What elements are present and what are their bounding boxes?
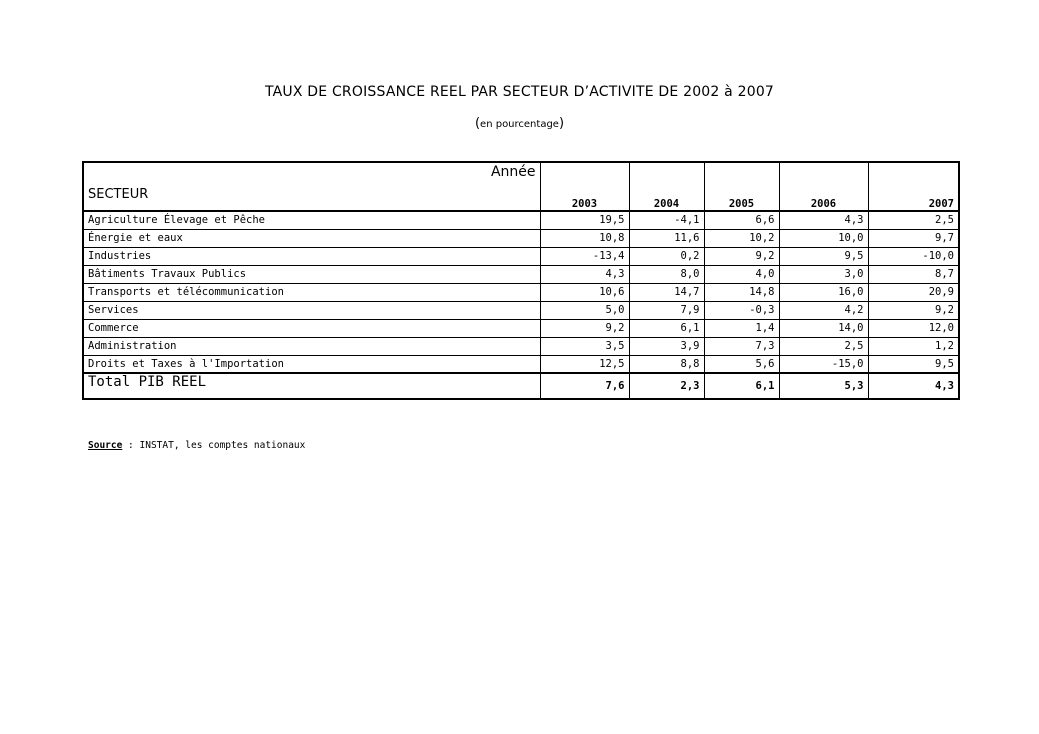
- value-cell: 12,5: [540, 355, 629, 373]
- sector-cell: Énergie et eaux: [83, 229, 540, 247]
- value-cell: 8,8: [629, 355, 704, 373]
- value-cell: 14,0: [779, 319, 868, 337]
- value-cell: 9,7: [868, 229, 959, 247]
- header-corner-cell: [83, 162, 540, 211]
- value-cell: 3,5: [540, 337, 629, 355]
- table-row: [83, 301, 959, 319]
- sector-cell: Agriculture Élevage et Pêche: [83, 211, 540, 229]
- value-cell: 16,0: [779, 283, 868, 301]
- value-cell: 9,2: [540, 319, 629, 337]
- value-cell: 2,5: [779, 337, 868, 355]
- value-cell: 9,5: [779, 247, 868, 265]
- value-cell: -15,0: [779, 355, 868, 373]
- table-row: [83, 337, 959, 355]
- page-subtitle: (en pourcentage): [474, 116, 565, 131]
- sector-cell: Droits et Taxes à l'Importation: [83, 355, 540, 373]
- value-cell: 7,9: [629, 301, 704, 319]
- value-cell: 19,5: [540, 211, 629, 229]
- growth-table: [82, 161, 960, 400]
- sector-cell: Industries: [83, 247, 540, 265]
- value-cell: 14,8: [704, 283, 779, 301]
- table-row: [83, 283, 959, 301]
- sector-cell: Bâtiments Travaux Publics: [83, 265, 540, 283]
- value-cell: 10,6: [540, 283, 629, 301]
- value-cell: -13,4: [540, 247, 629, 265]
- value-cell: 6,1: [629, 319, 704, 337]
- year-header: 2005: [704, 162, 779, 211]
- total-value-cell: 7,6: [540, 373, 629, 399]
- value-cell: 10,2: [704, 229, 779, 247]
- table-body: [83, 211, 959, 399]
- value-cell: 14,7: [629, 283, 704, 301]
- table-row: [83, 247, 959, 265]
- total-value-cell: 6,1: [704, 373, 779, 399]
- value-cell: 7,3: [704, 337, 779, 355]
- value-cell: 10,8: [540, 229, 629, 247]
- value-cell: 11,6: [629, 229, 704, 247]
- value-cell: 9,2: [704, 247, 779, 265]
- total-value-cell: 2,3: [629, 373, 704, 399]
- sector-cell: Services: [83, 301, 540, 319]
- value-cell: 4,3: [779, 211, 868, 229]
- table-row: [83, 211, 959, 229]
- value-cell: 0,2: [629, 247, 704, 265]
- page-title: TAUX DE CROISSANCE REEL PAR SECTEUR D’ACTIVITE DE 2002 à 2007: [264, 84, 775, 100]
- source-note: [88, 440, 305, 451]
- value-cell: 4,2: [779, 301, 868, 319]
- value-cell: 8,0: [629, 265, 704, 283]
- value-cell: 8,7: [868, 265, 959, 283]
- total-value-cell: 5,3: [779, 373, 868, 399]
- value-cell: 9,2: [868, 301, 959, 319]
- table-row: [83, 319, 959, 337]
- sector-header-label: SECTEUR: [88, 187, 149, 202]
- source-text: INSTAT, les comptes nationaux: [139, 440, 306, 451]
- table-row: [83, 265, 959, 283]
- year-header-label: Année: [490, 164, 536, 180]
- table-header-row: [83, 162, 959, 211]
- value-cell: -4,1: [629, 211, 704, 229]
- value-cell: 1,2: [868, 337, 959, 355]
- value-cell: 4,3: [540, 265, 629, 283]
- value-cell: 3,0: [779, 265, 868, 283]
- year-header: 2006: [779, 162, 868, 211]
- table-row: [83, 229, 959, 247]
- value-cell: -10,0: [868, 247, 959, 265]
- value-cell: 20,9: [868, 283, 959, 301]
- total-row: [83, 373, 959, 399]
- sector-cell: Transports et télécommunication: [83, 283, 540, 301]
- value-cell: 10,0: [779, 229, 868, 247]
- table-row: [83, 355, 959, 373]
- year-header: 2004: [629, 162, 704, 211]
- value-cell: 2,5: [868, 211, 959, 229]
- total-label-cell: Total PIB REEL: [83, 373, 540, 399]
- value-cell: 4,0: [704, 265, 779, 283]
- year-header: 2003: [540, 162, 629, 211]
- sector-cell: Commerce: [83, 319, 540, 337]
- value-cell: 5,0: [540, 301, 629, 319]
- value-cell: 9,5: [868, 355, 959, 373]
- year-header: 2007: [868, 162, 959, 211]
- sector-cell: Administration: [83, 337, 540, 355]
- total-value-cell: 4,3: [868, 373, 959, 399]
- source-separator: :: [122, 440, 140, 451]
- value-cell: -0,3: [704, 301, 779, 319]
- value-cell: 6,6: [704, 211, 779, 229]
- subtitle-text: en pourcentage: [480, 119, 559, 130]
- value-cell: 3,9: [629, 337, 704, 355]
- value-cell: 1,4: [704, 319, 779, 337]
- value-cell: 5,6: [704, 355, 779, 373]
- source-label: Source: [88, 440, 123, 451]
- value-cell: 12,0: [868, 319, 959, 337]
